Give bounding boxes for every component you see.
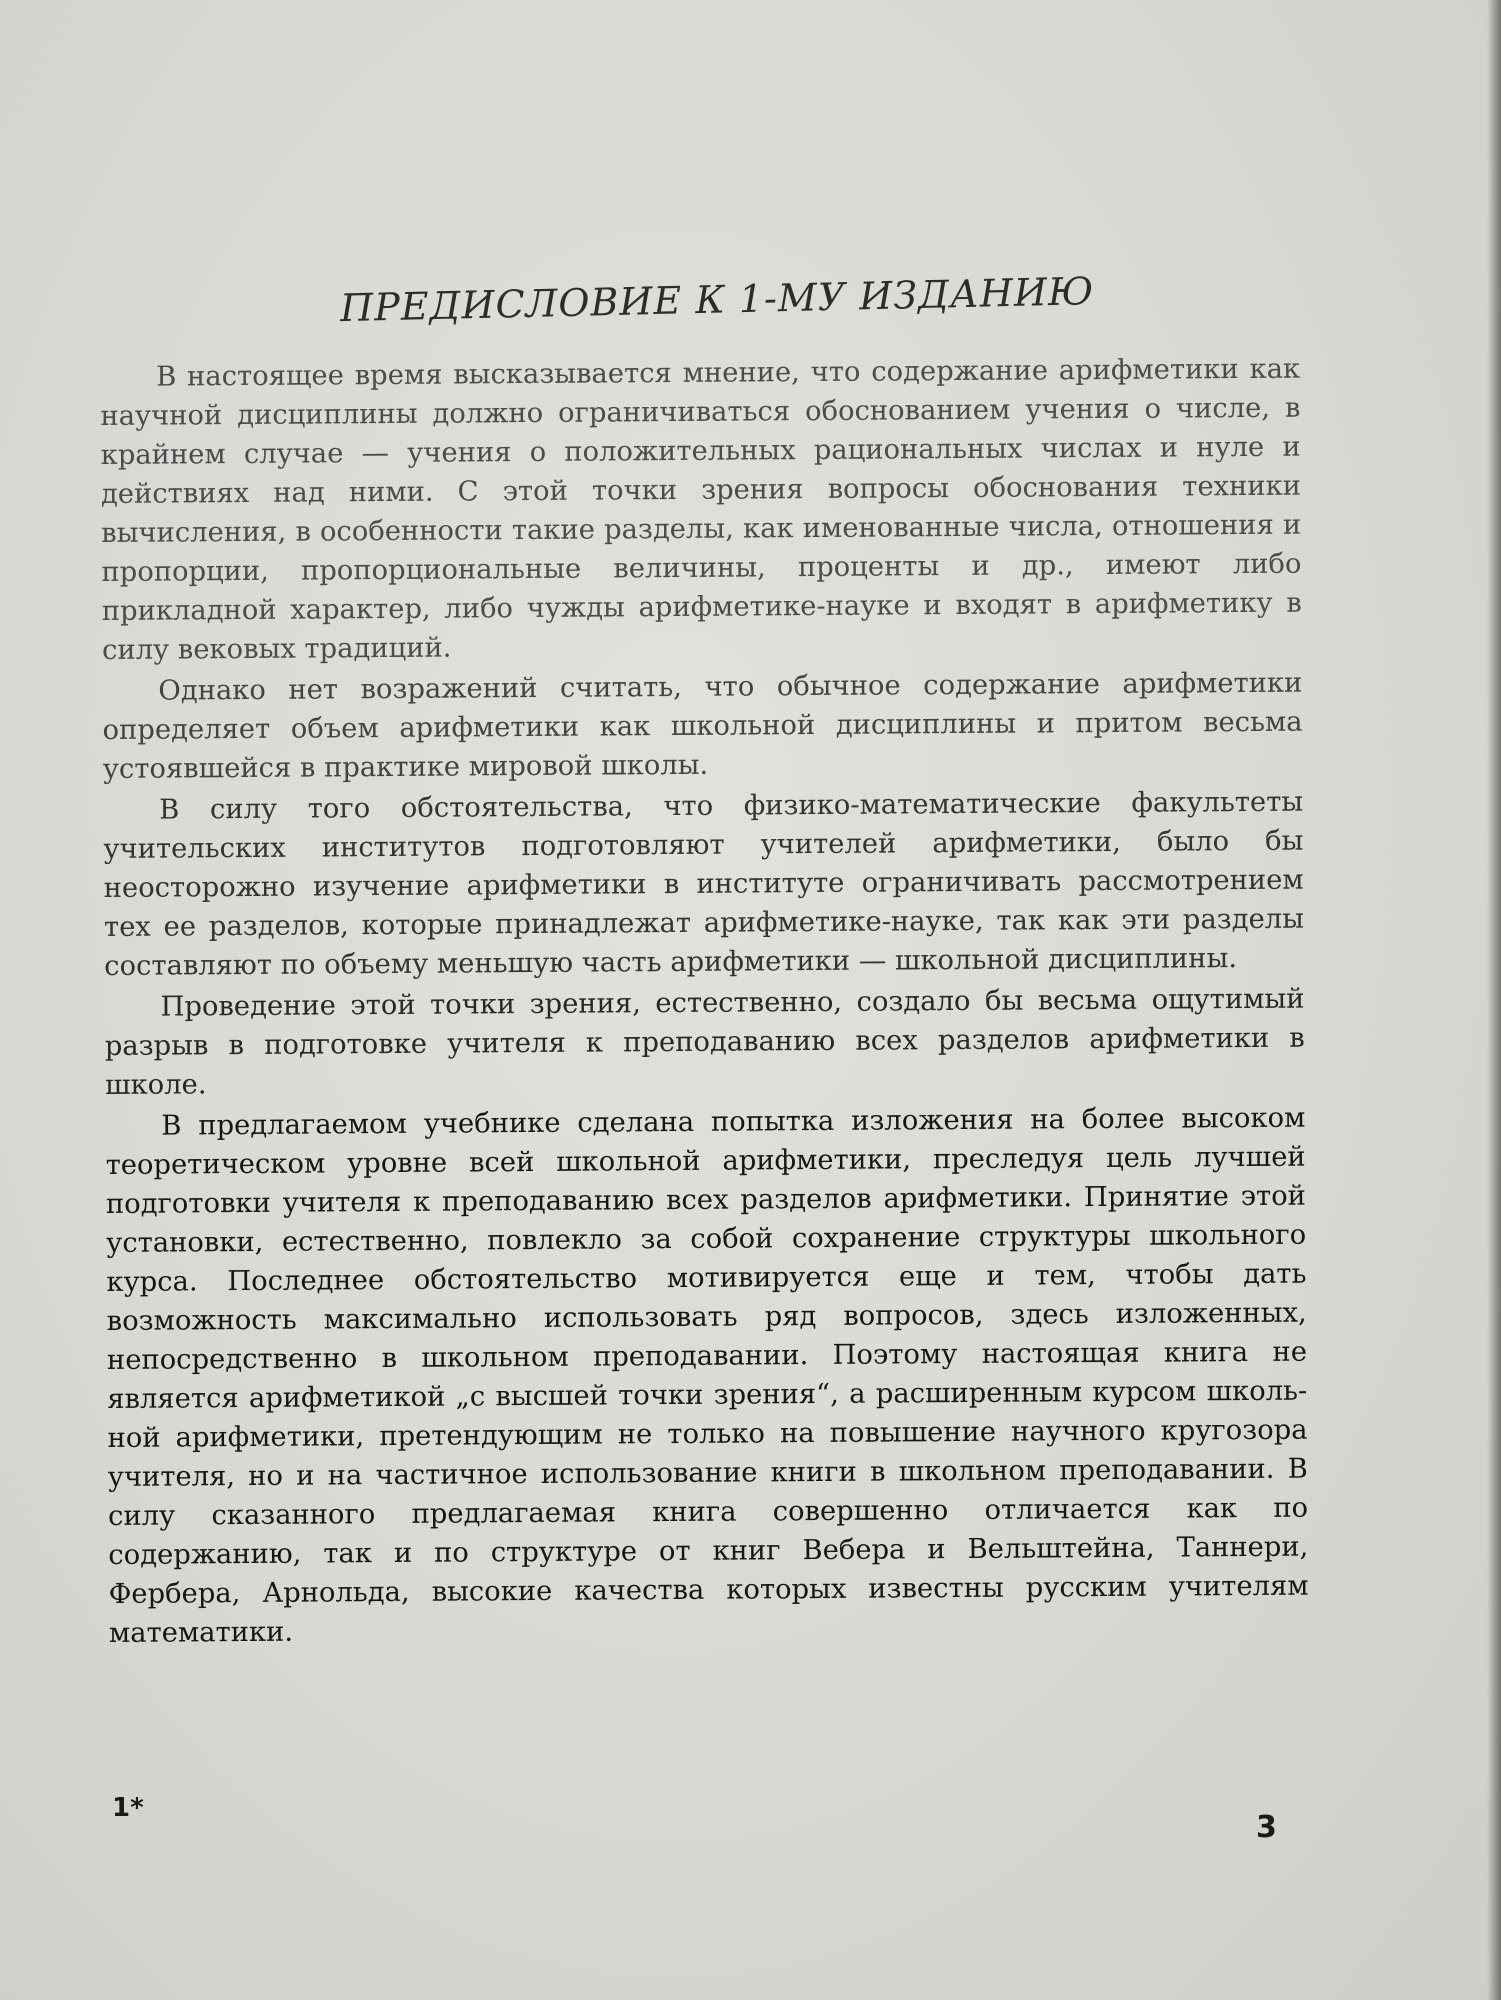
paragraph-1: В настоящее время высказывается мнение, что содержание арифметики как научной дисциплины должно ограничиваться обоснованием учения о числе, в крайнем случае — учения о положительных рациональных числах и нуле и действиях над ними. С этой точки зрения вопросы обоснования техники вычисления, в особенности такие разделы, как именованные числа, отношения и пропорции, пропорциональные величины, проценты и др., имеют либо прикладной характер, либо чужды арифметике-науке и входят в арифметику в силу вековых традиций.	[100, 353, 1302, 666]
paragraph-5: В предлагаемом учебнике сделана попытка изложения на более высоком теоретическом уровне всей школьной арифметики, преследуя цель лучшей подготовки учителя к преподаванию всех разделов арифметики. Принятие этой установки, естественно, повлекло за собой сохранение структуры школьного курса. Последнее обстоятельство мотивируется еще и тем, чтобы дать возможность максимально использовать ряд вопросов, здесь изложенных, непосредственно в школьном преподавании. Поэтому настоящая книга не является арифметикой „с высшей точки зрения“, а расширенным курсом школьной арифметики, претендующим не только на повышение научного кругозора учителя, но и на частичное использование книги в школьном преподавании. В силу сказанного предлагаемая книга совершенно отличается как по содержанию, так и по структуре от книг Вебера и Вельштейна, Таннери, Фербера, Арнольда, высокие качества которых известны русским учителям математики.	[105, 1102, 1309, 1649]
page-number: 3	[1256, 1810, 1277, 1845]
paragraph-2: Однако нет возражений считать, что обычное содержание арифметики определяет объем арифметики как школьной дисциплины и притом весьма устоявшейся в практике мировой школы.	[102, 667, 1303, 785]
preface-body	[100, 350, 1309, 1655]
paragraph-3: В силу того обстоятельства, что физико-математические факультеты учительских институтов подготовляют учителей арифметики, было бы неосторожно изучение арифметики в институте ограничивать рассмотрением тех ее разделов, которые принадлежат арифметике-науке, так как эти разделы составляют по объему меньшую часть арифметики — школьной дисциплины.	[103, 786, 1305, 982]
signature-mark: 1*	[112, 1793, 144, 1823]
paragraph-4: Проведение этой точки зрения, естественно, создало бы весьма ощутимый разрыв в подготовке учителя к преподаванию всех разделов арифметики в школе.	[104, 983, 1305, 1101]
page-title: ПРЕДИСЛОВИЕ К 1-МУ ИЗДАНИЮ	[339, 269, 1095, 331]
